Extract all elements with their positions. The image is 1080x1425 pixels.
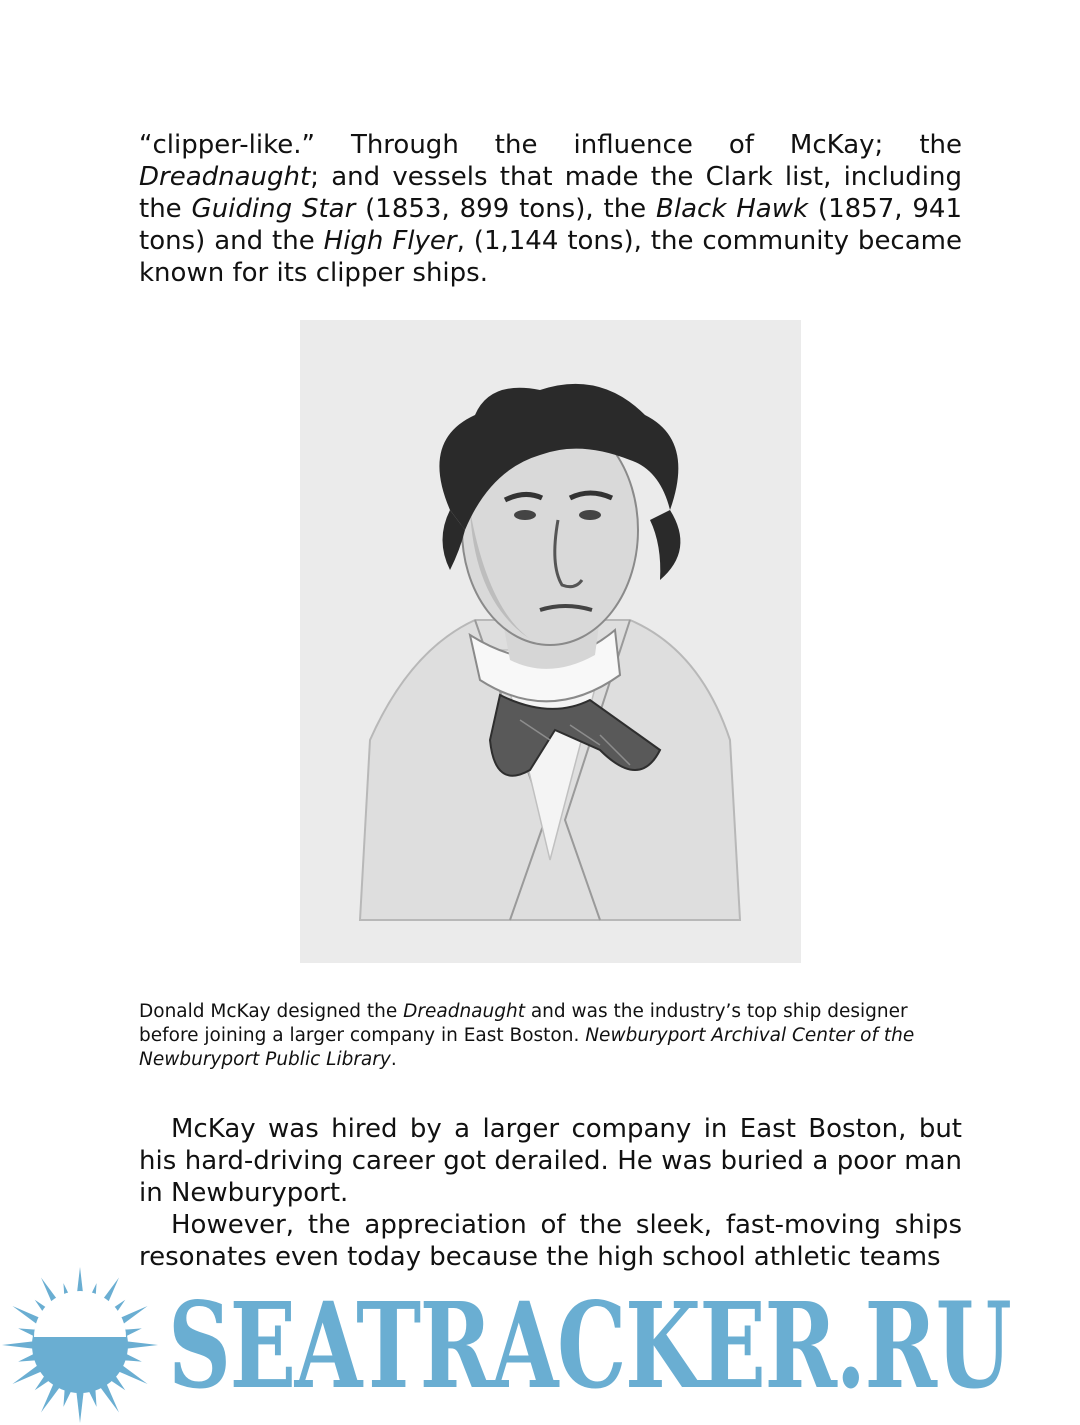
sun-icon [0,1265,165,1425]
ship-name: High Flyer [323,226,457,256]
portrait-illustration [300,320,801,963]
ship-name: Guiding Star [191,194,356,224]
watermark [0,1265,1080,1425]
text-run: (1853, 899 tons), the [355,194,657,224]
body-paragraph-3: However, the appreciation of the sleek, fast-moving ships resonates even today because the high school athletic teams [139,1210,962,1272]
caption-credit: Newburyport Archival Center of the Newburyport Public Library [139,1025,915,1070]
sun-ray [2,1341,36,1349]
ship-name: Black Hawk [656,194,809,224]
portrait-engraving [300,320,801,963]
caption-text: and was the industry’s top ship designer before joining a larger company in East Boston. [139,1001,908,1046]
text-run: ; and vessels that made the Clark list, including the [139,162,962,224]
sun-ray [76,1389,84,1423]
caption-text: Donald McKay designed the [139,1001,404,1022]
body-paragraph-1 [139,129,962,289]
sun-ray [124,1341,158,1349]
caption-ship-name: Dreadnaught [403,1001,525,1022]
text-run: “clipper-like.” Through the influence of McKay; the [139,130,962,160]
caption-text: . [390,1049,397,1070]
figure-caption [139,1000,962,1072]
ship-name: Dreadnaught [139,162,311,192]
text-run: , (1,144 tons), the community became known for its clipper ships. [139,226,962,288]
text-run: (1857, 941 tons) and the [139,194,962,256]
watermark-text: SEATRACKER.RU [168,1276,1011,1415]
body-paragraph-2: McKay was hired by a larger company in East Boston, but his hard-driving career got derailed. He was buried a poor man in Newburyport. [139,1114,962,1208]
